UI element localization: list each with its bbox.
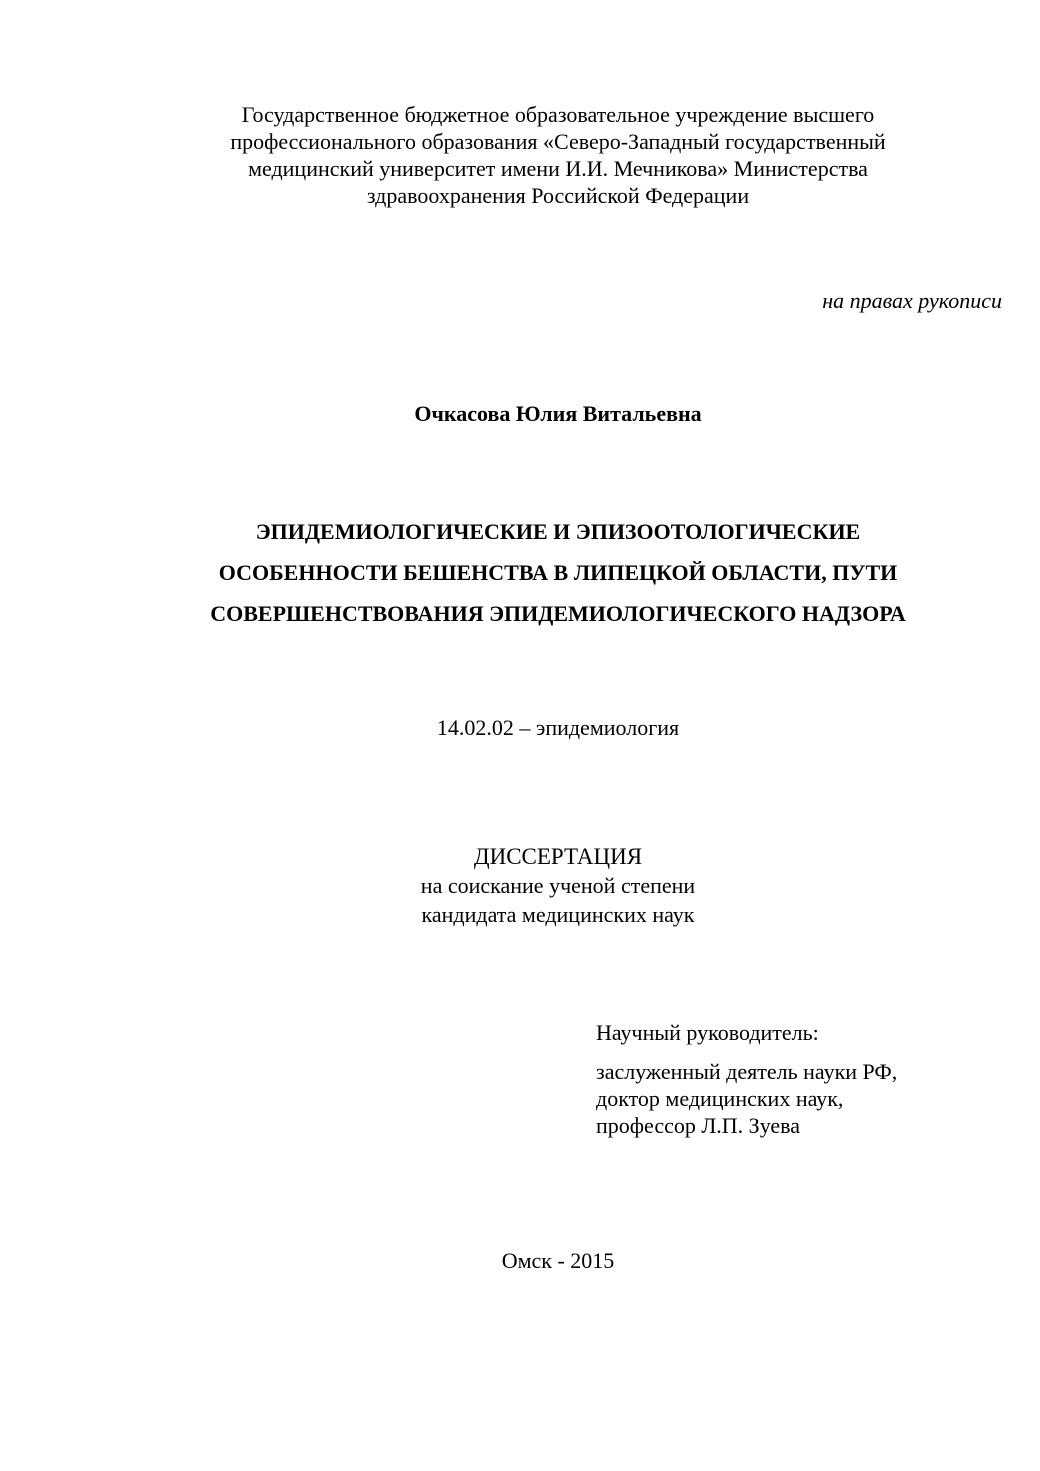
rights-note: на правах рукописи	[822, 288, 1002, 313]
city-year: Омск - 2015	[501, 1248, 615, 1273]
dissertation-title	[38, 511, 1040, 634]
supervisor-detail: профессор Л.П. Зуева	[596, 1113, 801, 1138]
title-line: СОВЕРШЕНСТВОВАНИЯ ЭПИДЕМИОЛОГИЧЕСКОГО НАДЗОРА	[210, 601, 906, 626]
institution-name	[38, 101, 1040, 209]
supervisor-block	[596, 1020, 897, 1139]
institution-line: профессионального образования «Северо-Западный государственный	[230, 129, 886, 154]
institution-line: Государственное бюджетное образовательное учреждение высшего	[241, 102, 875, 127]
supervisor-heading: Научный руководитель:	[596, 1020, 819, 1045]
specialty-code: 14.02.02 – эпидемиология	[436, 715, 680, 740]
title-line: ЭПИДЕМИОЛОГИЧЕСКИЕ И ЭПИЗООТОЛОГИЧЕСКИЕ	[255, 519, 861, 544]
author-name: Очкасова Юлия Витальевна	[414, 401, 702, 426]
title-line: ОСОБЕННОСТИ БЕШЕНСТВА В ЛИПЕЦКОЙ ОБЛАСТИ, ПУТИ	[218, 560, 898, 585]
degree-type: ДИССЕРТАЦИЯ	[473, 844, 643, 869]
degree-purpose: на соискание ученой степени	[420, 873, 696, 898]
degree-block	[38, 842, 1040, 929]
degree-level: кандидата медицинских наук	[421, 902, 695, 927]
institution-line: медицинский университет имени И.И. Мечникова» Министерства	[248, 156, 868, 181]
institution-line: здравоохранения Российской Федерации	[366, 183, 750, 208]
supervisor-detail: заслуженный деятель науки РФ,	[596, 1059, 898, 1084]
supervisor-detail: доктор медицинских наук,	[596, 1086, 844, 1111]
